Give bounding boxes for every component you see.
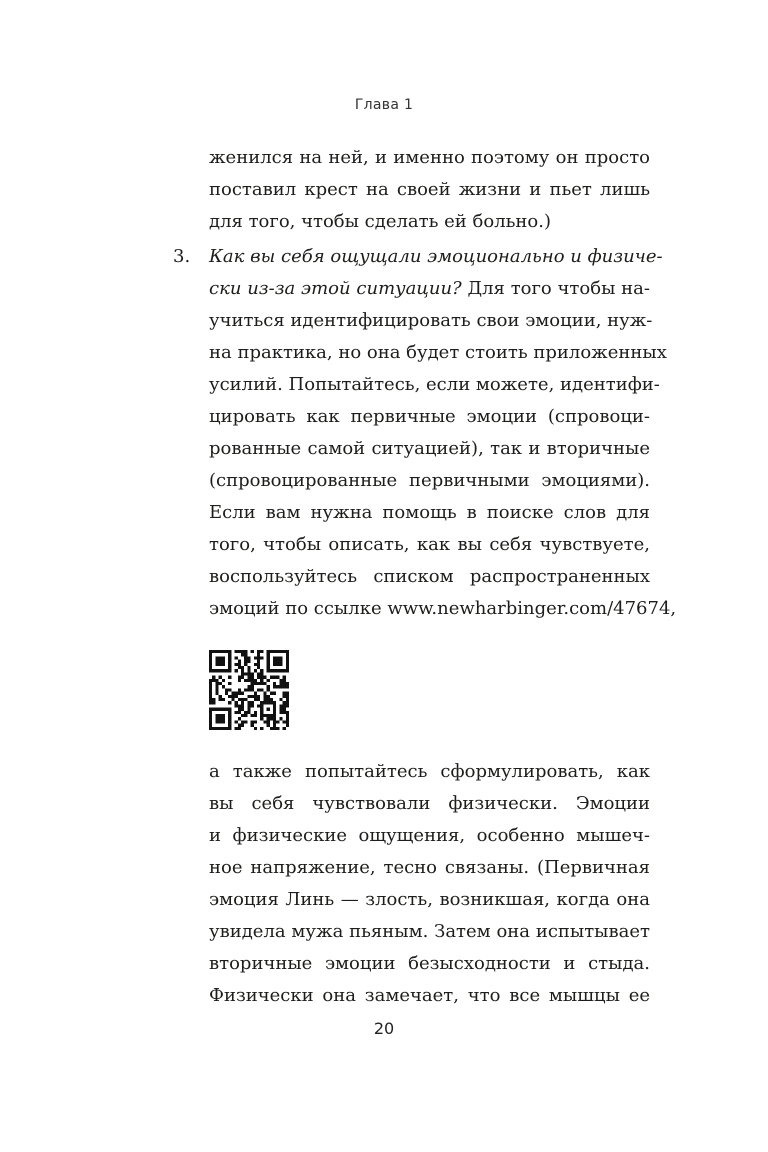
text-line: увидела мужа пьяным. Затем она испытывает xyxy=(209,921,650,942)
qr-code-icon xyxy=(209,650,289,730)
page-number: 20 xyxy=(373,1019,395,1038)
text-line: рованные самой ситуацией), так и вторичные xyxy=(209,438,650,459)
text-segment: Для того чтобы на- xyxy=(461,278,650,299)
italic-question-line: Как вы себя ощущали эмоционально и физиче- xyxy=(209,246,663,267)
text-line: и физические ощущения, особенно мышеч- xyxy=(209,825,650,846)
text-line: на практика, но она будет стоить приложенных xyxy=(209,342,667,363)
running-title: Глава 1 xyxy=(354,97,414,113)
text-line: а также попытайтесь сформулировать, как xyxy=(209,761,650,782)
text-line: поставил крест на своей жизни и пьет лишь xyxy=(209,179,650,200)
text-line: того, чтобы описать, как вы себя чувствуете, xyxy=(209,534,650,555)
text-line: вы себя чувствовали физически. Эмоции xyxy=(209,793,650,814)
text-line: Физически она замечает, что все мышцы ее xyxy=(209,985,650,1006)
text-line: женился на ней, и именно поэтому он просто xyxy=(209,147,650,168)
list-number: 3. xyxy=(173,246,191,267)
link-line: эмоций по ссылке www.newharbinger.com/47674, xyxy=(209,598,677,619)
text-line: учиться идентифицировать свои эмоции, нуж- xyxy=(209,310,653,331)
text-line: усилий. Попытайтесь, если можете, идентифи- xyxy=(209,374,660,395)
text-line: ное напряжение, тесно связаны. (Первичная xyxy=(209,857,650,878)
text-line xyxy=(209,273,650,305)
text-line: цировать как первичные эмоции (спровоци- xyxy=(209,406,650,427)
text-line: (спровоцированные первичными эмоциями). xyxy=(209,470,650,491)
text-line: эмоция Линь — злость, возникшая, когда она xyxy=(209,889,650,910)
text-line: для того, чтобы сделать ей больно.) xyxy=(209,211,551,232)
text-line: вторичные эмоции безысходности и стыда. xyxy=(209,953,650,974)
text-line: Если вам нужна помощь в поиске слов для xyxy=(209,502,650,523)
text-line: воспользуйтесь списком распространенных xyxy=(209,566,650,587)
italic-question-end: ски из-за этой ситуации? xyxy=(209,278,462,299)
